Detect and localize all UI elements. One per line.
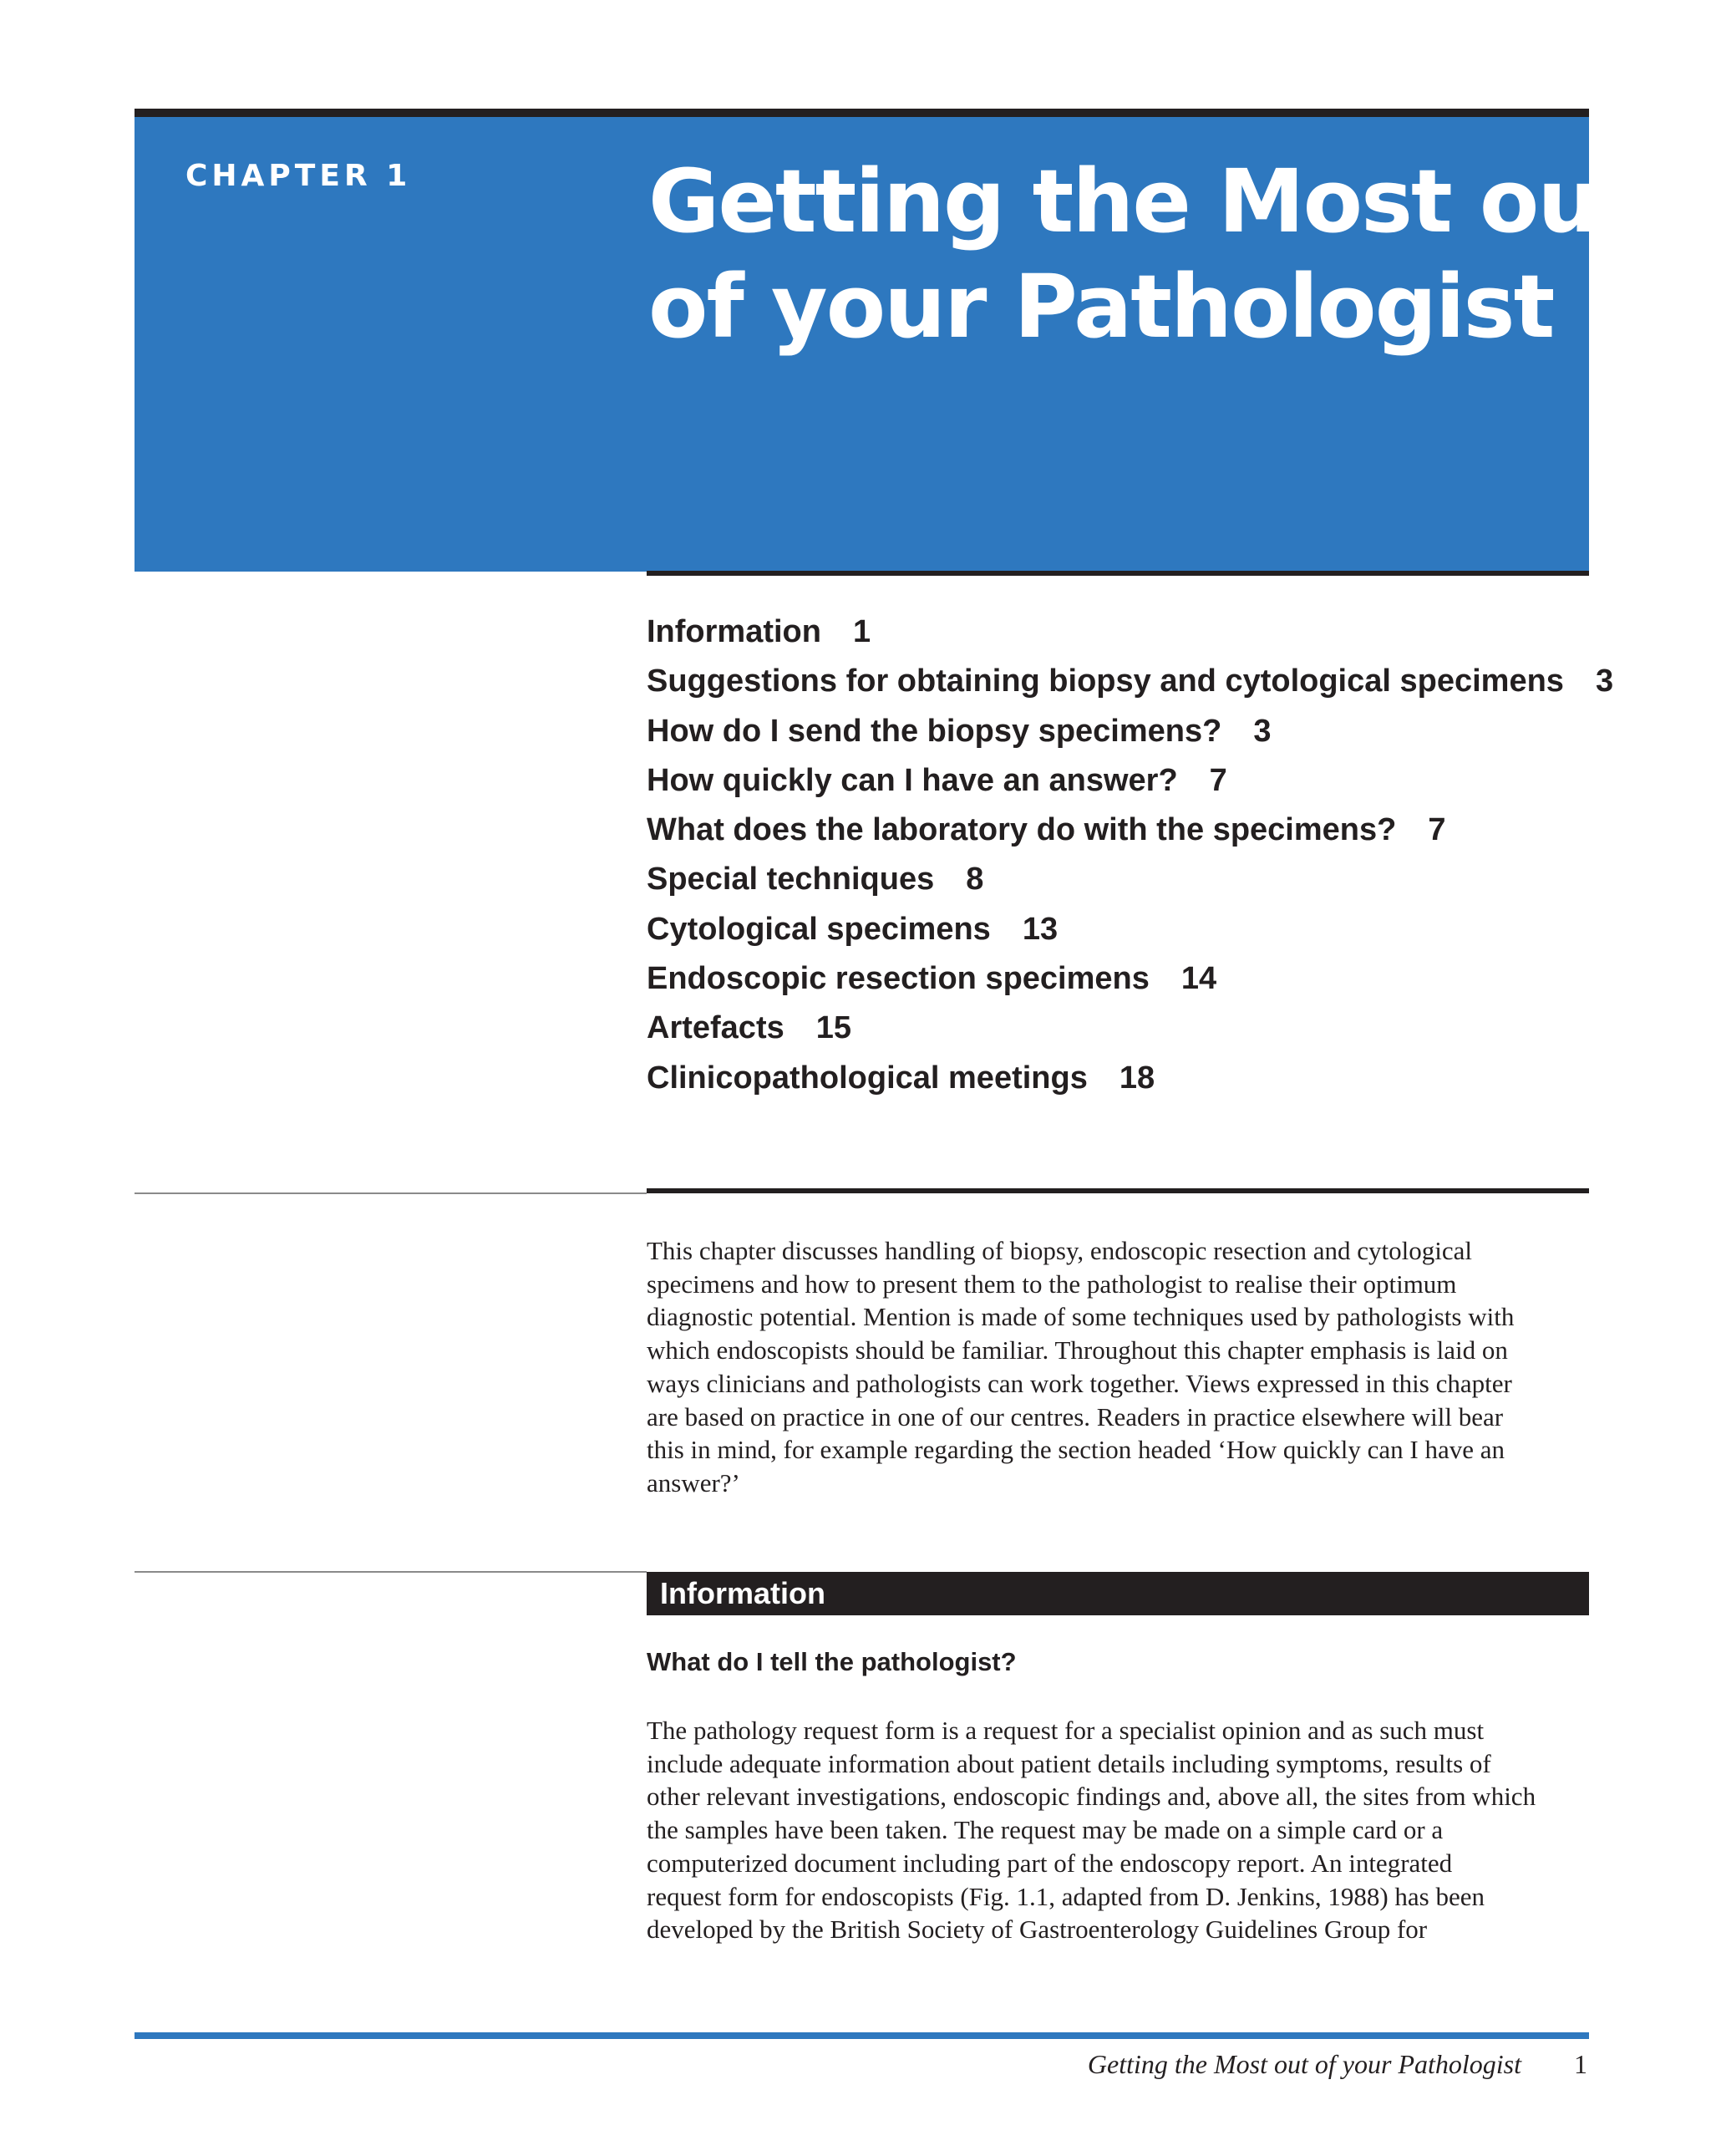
body-line: computerized document including part of the endoscopy report. An integrated — [647, 1848, 1453, 1878]
toc-entry-page: 15 — [815, 1010, 852, 1046]
body-line: developed by the British Society of Gastroenterology Guidelines Group for — [647, 1914, 1428, 1945]
toc-entry-cytological[interactable] — [647, 905, 1589, 954]
toc-entry-title: How do I send the biopsy specimens? — [647, 713, 1222, 749]
toc-entry-title: Cytological specimens — [647, 911, 991, 947]
chapter-title — [648, 149, 1638, 359]
section-heading-bar — [647, 1572, 1589, 1615]
toc-entry-title: What does the laboratory do with the specimens? — [647, 812, 1397, 848]
toc-entry-page: 8 — [966, 862, 984, 897]
intro-line: specimens and how to present them to the pathologist to realise their optimum — [647, 1269, 1457, 1299]
divider-right-intro — [647, 1188, 1589, 1193]
intro-line: are based on practice in one of our centres. Readers in practice elsewhere will bear — [647, 1401, 1504, 1431]
toc-top-rule — [647, 571, 1589, 576]
toc-entry-title: Endoscopic resection specimens — [647, 961, 1150, 997]
toc-entry-title: Clinicopathological meetings — [647, 1060, 1088, 1096]
header-top-rule — [135, 109, 1589, 117]
intro-line: which endoscopists should be familiar. Throughout this chapter emphasis is laid on — [647, 1335, 1508, 1365]
chapter-title-line: Getting the Most out — [648, 150, 1638, 252]
page-number: 1 — [1574, 2049, 1587, 2079]
toc-entry-page: 7 — [1209, 762, 1227, 798]
toc-entry-information[interactable] — [647, 608, 1589, 657]
toc-entry-page: 3 — [1253, 713, 1272, 749]
chapter-label: CHAPTER 1 — [185, 159, 412, 193]
intro-line: answer?’ — [647, 1467, 740, 1498]
intro-line: diagnostic potential. Mention is made of some techniques used by pathologists with — [647, 1302, 1515, 1332]
intro-line: this in mind, for example regarding the section headed ‘How quickly can I have an — [647, 1435, 1505, 1465]
toc-entry-endoscopic-resection[interactable] — [647, 954, 1589, 1004]
intro-line: ways clinicians and pathologists can work together. Views expressed in this chapter — [647, 1368, 1512, 1398]
divider-left-intro — [135, 1192, 647, 1194]
toc-entry-page: 1 — [852, 614, 871, 649]
body-line: include adequate information about patient details including symptoms, results of — [647, 1748, 1491, 1778]
toc-entry-answer-time[interactable] — [647, 756, 1589, 806]
section-subheading: What do I tell the pathologist? — [647, 1647, 1017, 1676]
divider-left-section — [135, 1571, 647, 1573]
body-line: the samples have been taken. The request may be made on a simple card or a — [647, 1815, 1444, 1845]
chapter-title-line: of your Pathologist — [648, 256, 1554, 358]
body-paragraph — [647, 1714, 1589, 1946]
toc-entry-meetings[interactable] — [647, 1054, 1589, 1103]
toc-entry-title: Suggestions for obtaining biopsy and cytological specimens — [647, 664, 1564, 699]
intro-line: This chapter discusses handling of biopsy, endoscopic resection and cytological — [647, 1236, 1473, 1265]
section-title: Information — [660, 1576, 825, 1610]
toc-entry-page: 3 — [1595, 664, 1614, 699]
chapter-intro — [647, 1234, 1589, 1500]
toc-entry-send-specimens[interactable] — [647, 707, 1589, 756]
toc-entry-suggestions[interactable] — [647, 657, 1614, 706]
toc-entry-page: 18 — [1119, 1060, 1155, 1096]
body-line: request form for endoscopists (Fig. 1.1, adapted from D. Jenkins, 1988) has been — [647, 1881, 1485, 1911]
footer-rule — [135, 2032, 1589, 2039]
toc-entry-title: Special techniques — [647, 862, 935, 897]
body-line: The pathology request form is a request for a specialist opinion and as such must — [647, 1716, 1485, 1745]
toc-entry-title: Information — [647, 614, 821, 649]
toc-entry-artefacts[interactable] — [647, 1004, 1589, 1053]
table-of-contents — [647, 608, 1614, 1103]
body-line: other relevant investigations, endoscopic findings and, above all, the sites from which — [647, 1782, 1536, 1812]
toc-entry-title: How quickly can I have an answer? — [647, 762, 1178, 798]
toc-entry-page: 7 — [1428, 812, 1446, 848]
toc-entry-special-techniques[interactable] — [647, 855, 1589, 904]
running-head: Getting the Most out of your Pathologist — [1087, 2049, 1521, 2079]
toc-entry-laboratory[interactable] — [647, 806, 1589, 855]
toc-entry-page: 13 — [1022, 911, 1059, 947]
toc-entry-page: 14 — [1180, 961, 1217, 997]
toc-entry-title: Artefacts — [647, 1010, 784, 1046]
